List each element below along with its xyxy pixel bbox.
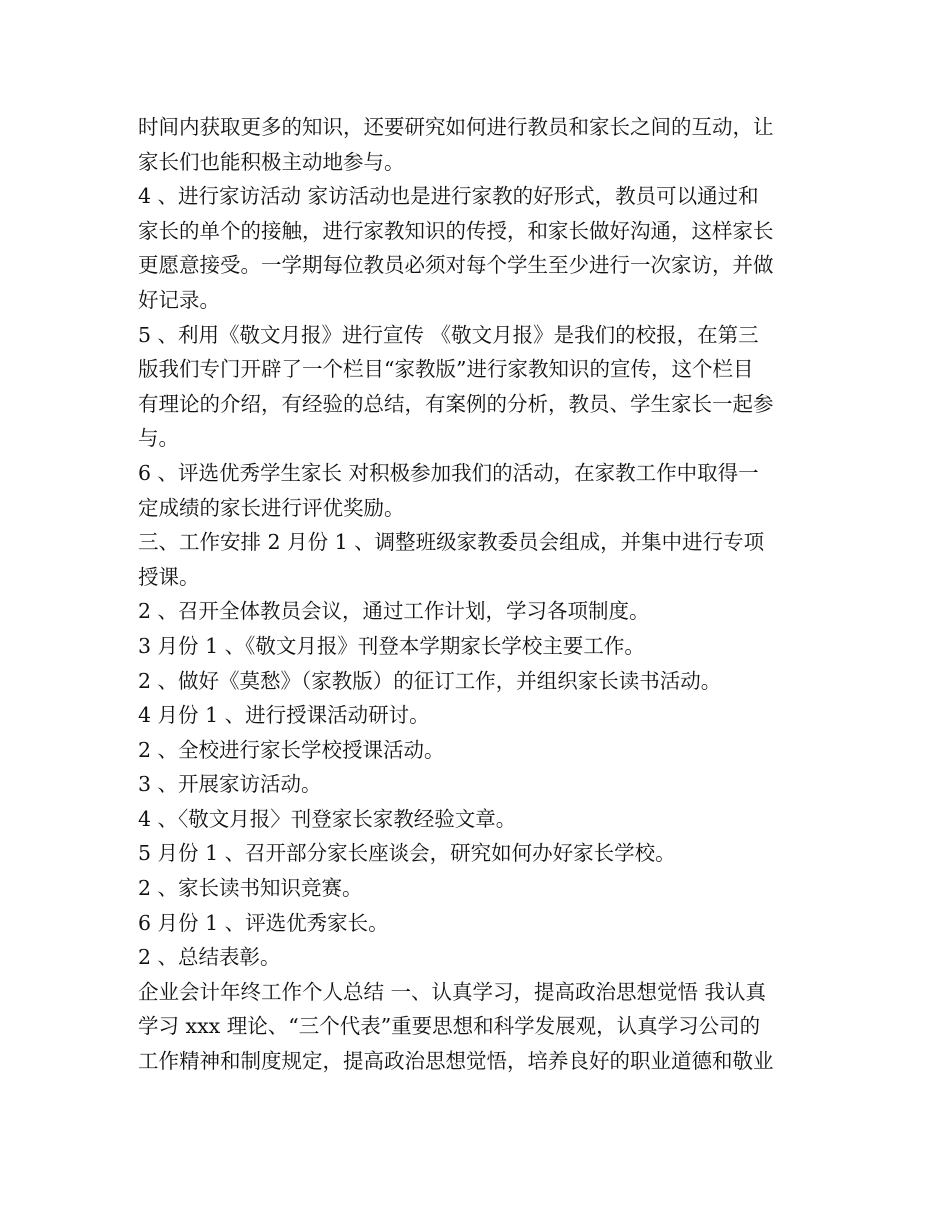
text-line: 时间内获取更多的知识，还要研究如何进行教员和家长之间的互动，让 (138, 115, 774, 139)
text-line: 2 、全校进行家长学校授课活动。 (138, 737, 445, 762)
text-line: 好记录。 (138, 287, 220, 312)
document-body (138, 110, 818, 1079)
text-line: 三、工作安排 2 月份 1 、调整班级家教委员会组成，并集中进行专项 (138, 530, 765, 555)
text-line: 定成绩的家长进行评优奖励。 (138, 495, 405, 520)
text-line: 3 、开展家访活动。 (138, 772, 322, 797)
text-line: 更愿意接受。一学期每位教员必须对每个学生至少进行一次家访，并做 (138, 253, 774, 278)
text-line: 2 、做好《莫愁》（家教版）的征订工作，并组织家长读书活动。 (138, 668, 722, 693)
text-line: 工作精神和制度规定，提高政治思想觉悟，培养良好的职业道德和敬业 (138, 1049, 774, 1074)
text-line: 家长们也能积极主动地参与。 (138, 149, 405, 174)
text-line: 4 月份 1 、进行授课活动研讨。 (138, 703, 430, 728)
text-line: 2 、家长读书知识竞赛。 (138, 876, 363, 901)
text-line: 5 月份 1 、召开部分家长座谈会，研究如何办好家长学校。 (138, 841, 676, 866)
text-line: 有理论的介绍，有经验的总结，有案例的分析，教员、学生家长一起参 (138, 391, 774, 416)
text-line: 6 月份 1 、评选优秀家长。 (138, 910, 389, 935)
text-line: 2 、召开全体教员会议，通过工作计划，学习各项制度。 (138, 599, 650, 624)
text-line: 6 、评选优秀学生家长 对积极参加我们的活动，在家教工作中取得一 (138, 460, 759, 485)
text-line: 学习 xxx 理论、“三个代表”重要思想和科学发展观，认真学习公司的 (138, 1014, 761, 1039)
text-line: 2 、总结表彰。 (138, 945, 281, 970)
text-line: 3 月份 1 、《敬文月报》刊登本学期家长学校主要工作。 (138, 633, 645, 658)
text-line: 家长的单个的接触，进行家教知识的传授，和家长做好沟通，这样家长 (138, 218, 774, 243)
text-line: 与。 (138, 426, 179, 451)
text-line: 企业会计年终工作个人总结 一、认真学习，提高政治思想觉悟 我认真 (138, 979, 767, 1004)
text-line: 5 、利用《敬文月报》进行宣传 《敬文月报》是我们的校报，在第三 (138, 322, 759, 347)
text-line: 授课。 (138, 564, 200, 589)
text-line: 4 、进行家访活动 家访活动也是进行家教的好形式，教员可以通过和 (138, 184, 759, 209)
text-line: 4 、〈敬文月报〉刊登家长家教经验文章。 (138, 806, 517, 831)
text-line: 版我们专门开辟了一个栏目“家教版”进行家教知识的宣传，这个栏目 (138, 357, 754, 382)
